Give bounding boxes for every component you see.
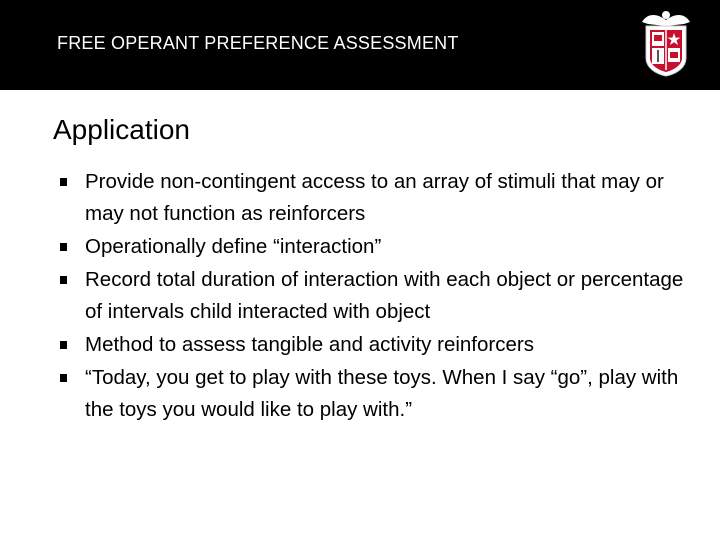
list-item	[60, 362, 700, 426]
list-item	[60, 231, 700, 263]
square-bullet-icon	[60, 243, 67, 251]
bullet-text: “Today, you get to play with these toys. When I say “go”, play with the toys you would like to play with.”	[85, 366, 679, 421]
square-bullet-icon	[60, 341, 67, 349]
list-item	[60, 166, 700, 230]
bullet-text: Operationally define “interaction”	[85, 235, 382, 258]
square-bullet-icon	[60, 178, 67, 186]
list-item	[60, 264, 700, 328]
bullet-text: Method to assess tangible and activity reinforcers	[85, 333, 534, 356]
crest-eagle-head	[662, 11, 670, 19]
bullet-list	[60, 166, 700, 427]
header-title: FREE OPERANT PREFERENCE ASSESSMENT	[57, 33, 459, 53]
university-crest-icon	[638, 8, 694, 78]
header-bar	[0, 0, 720, 90]
bullet-text: Provide non-contingent access to an array of stimuli that may or may not function as reinforcers	[85, 170, 664, 225]
content-title: Application	[53, 114, 190, 145]
list-item	[60, 329, 700, 361]
bullet-text: Record total duration of interaction with each object or percentage of intervals child interacted with object	[85, 268, 684, 323]
square-bullet-icon	[60, 374, 67, 382]
square-bullet-icon	[60, 276, 67, 284]
